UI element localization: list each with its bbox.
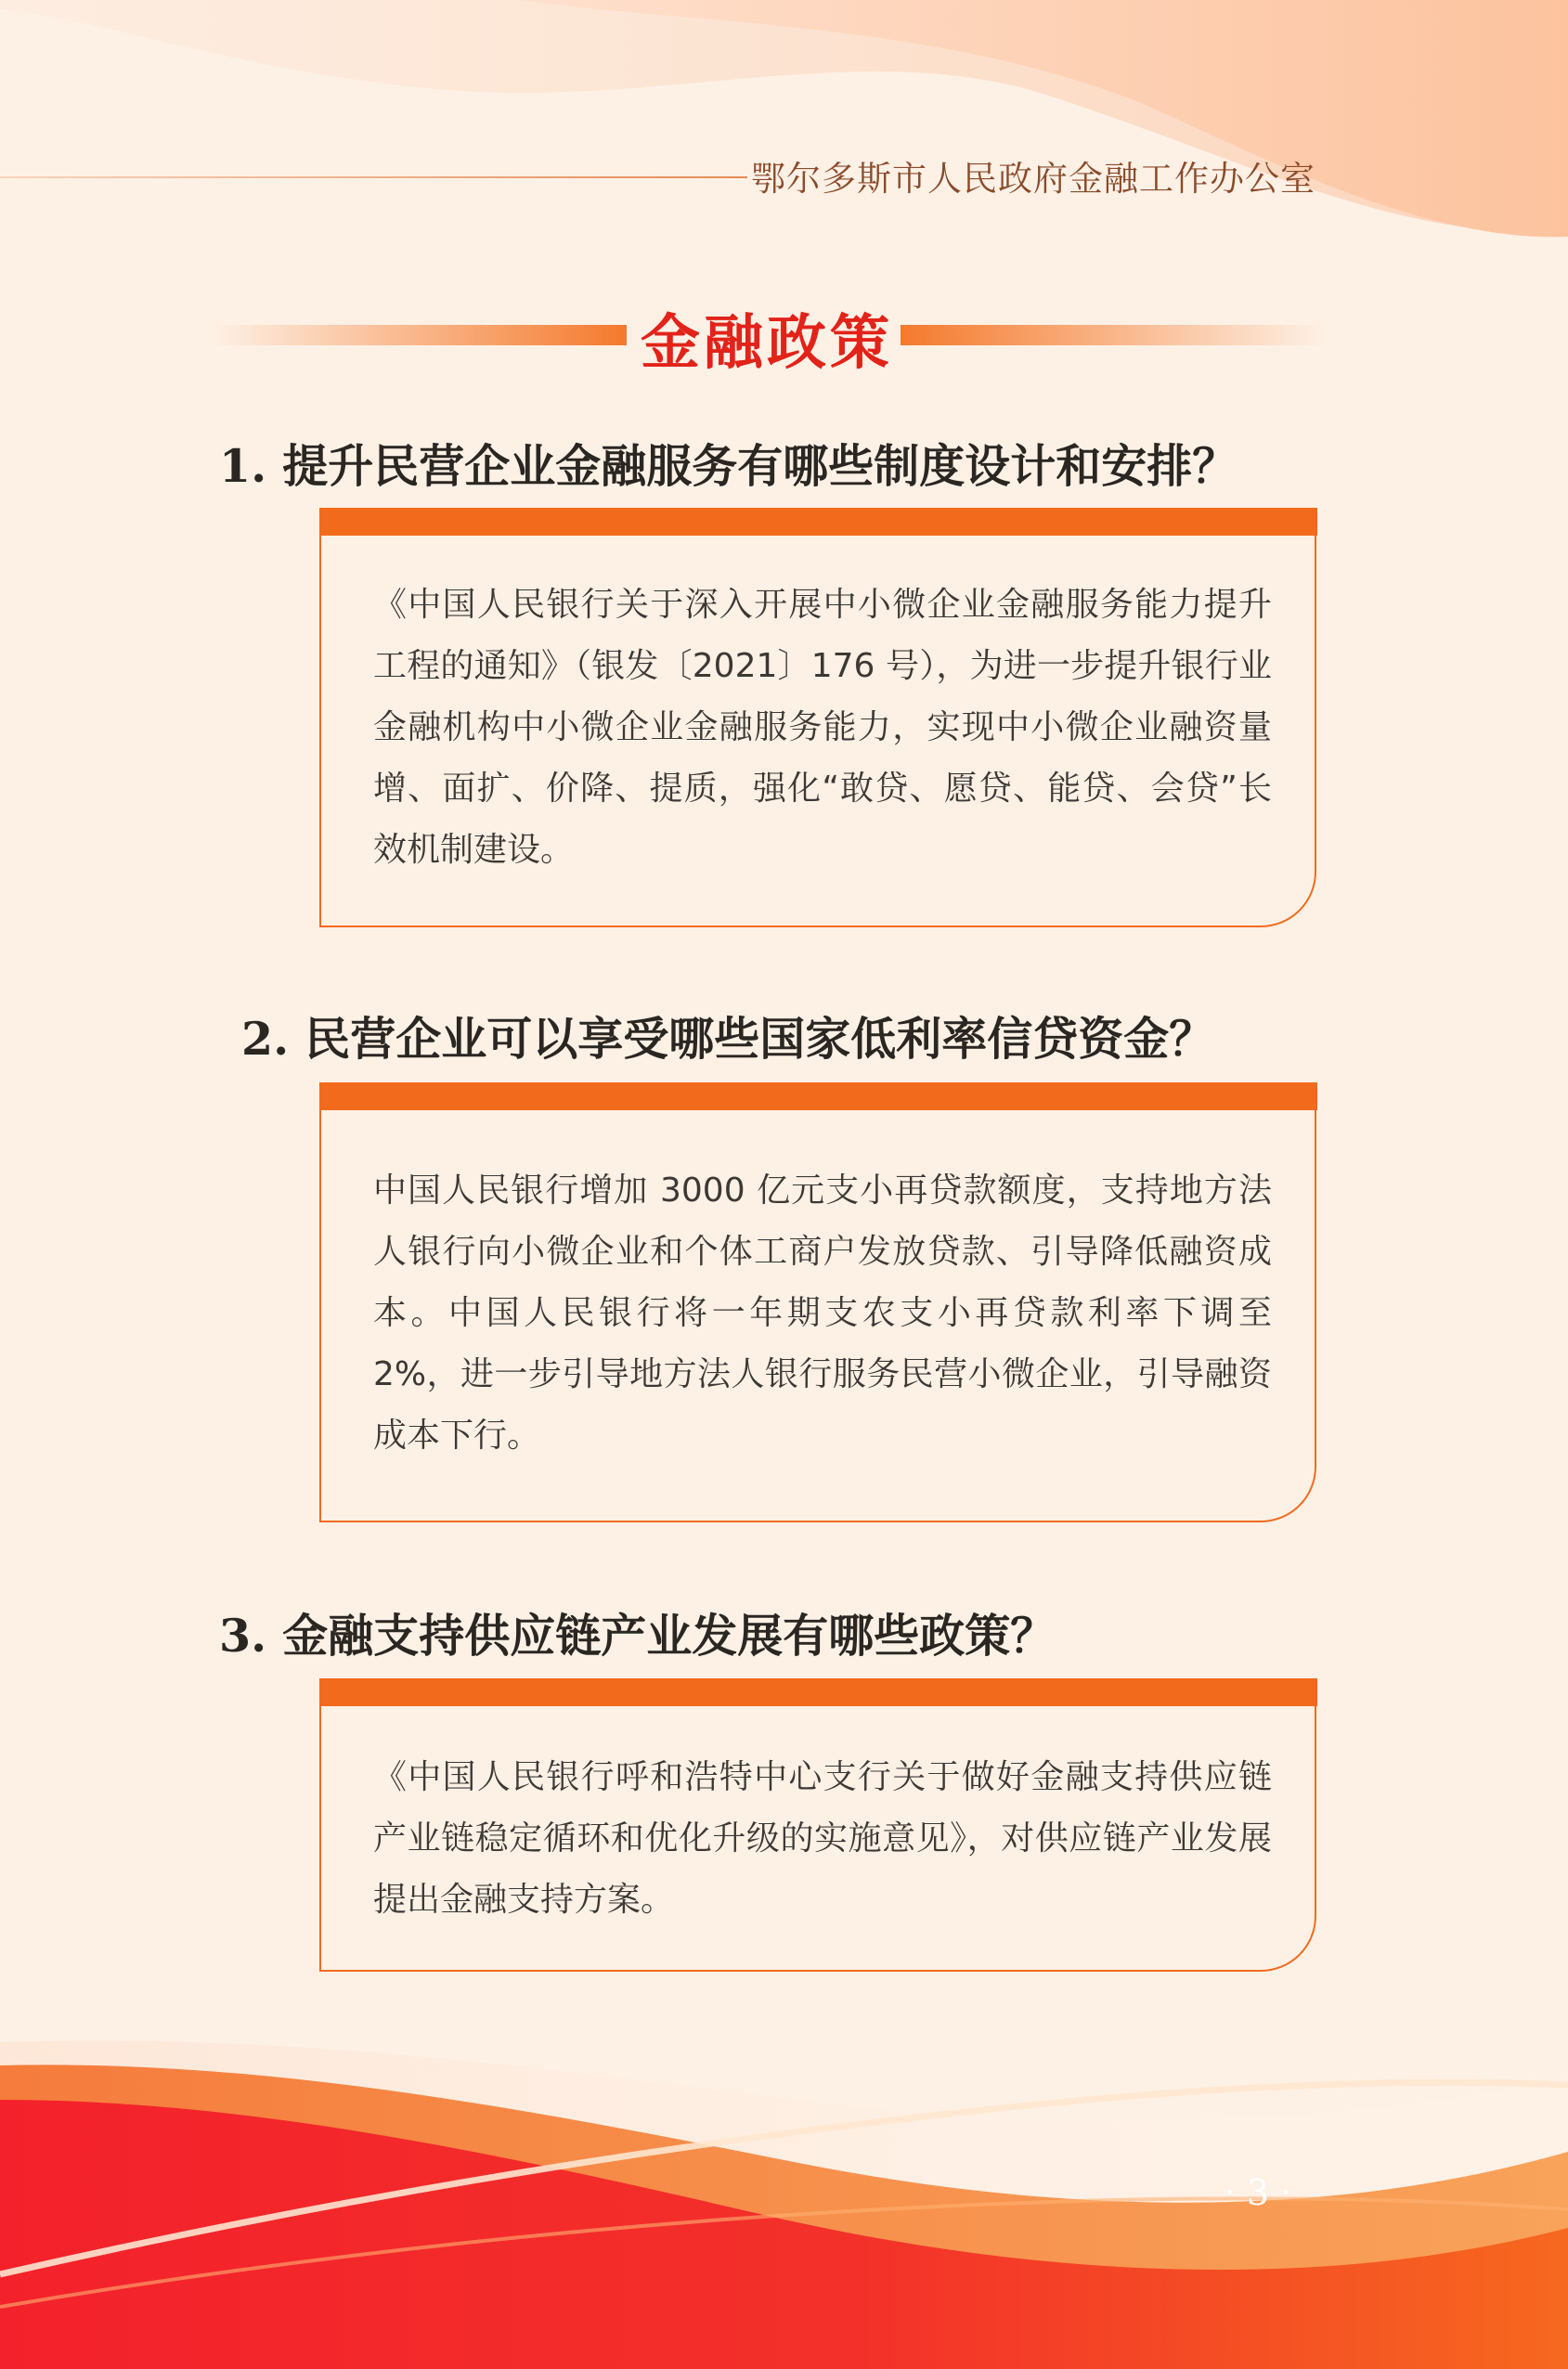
answer-text-2: 中国人民银行增加 3000 亿元支小再贷款额度，支持地方法人银行向小微企业和个体工商户发放贷款、引导降低融资成本。中国人民银行将一年期支农支小再贷款利率下调至 2%，进一步引导地方法人银行服务民营小微企业，引导融资成本下行。	[373, 1172, 1272, 1455]
question-title-1: 1. 提升民营企业金融服务有哪些制度设计和安排？	[219, 439, 1238, 493]
header-organization: 鄂尔多斯市人民政府金融工作办公室	[751, 159, 1315, 199]
section-title-bar-right	[901, 325, 1328, 345]
page-number: · 3 ·	[1224, 2172, 1292, 2213]
card-header-bar	[319, 1678, 1317, 1706]
card-header-bar	[319, 1082, 1317, 1110]
card-header-bar	[319, 508, 1317, 536]
answer-text-3: 《中国人民银行呼和浩特中心支行关于做好金融支持供应链产业链稳定循环和优化升级的实施意见》，对供应链产业发展提出金融支持方案。	[373, 1758, 1272, 1919]
answer-text-1: 《中国人民银行关于深入开展中小微企业金融服务能力提升工程的通知》（银发〔2021〕176 号），为进一步提升银行业金融机构中小微企业金融服务能力，实现中小微企业融资量增、面扩、价降、提质，强化“敢贷、愿贷、能贷、会贷”长效机制建设。	[373, 586, 1272, 869]
question-title-3: 3. 金融支持供应链产业发展有哪些政策？	[219, 1609, 1056, 1663]
answer-card-3	[319, 1678, 1316, 1972]
answer-card-1	[319, 508, 1316, 927]
section-title-bar-left	[209, 325, 627, 345]
section-title: 金融政策	[641, 308, 893, 378]
answer-card-2	[319, 1082, 1316, 1522]
header-rule	[0, 176, 747, 178]
question-title-2: 2. 民营企业可以享受哪些国家低利率信贷资金？	[241, 1012, 1215, 1066]
